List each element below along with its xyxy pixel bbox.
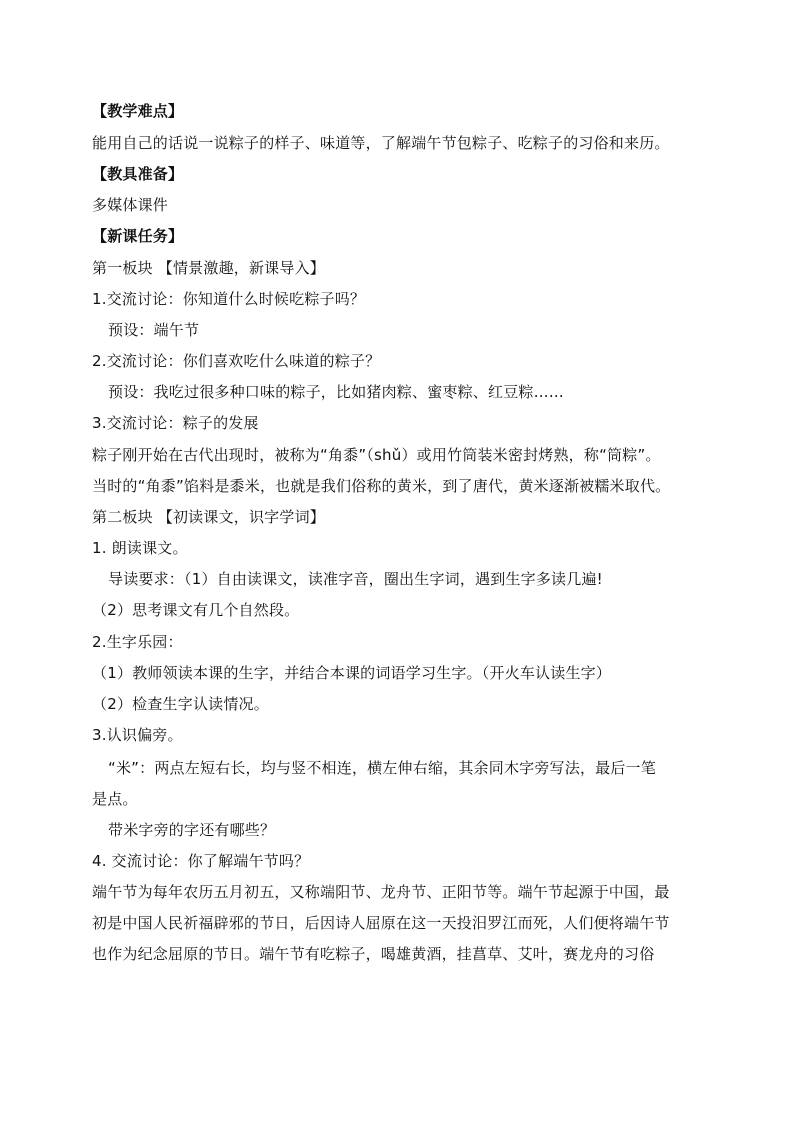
block1-q3: 3.交流讨论：粽子的发展	[92, 414, 259, 432]
block2-radical1: “米”：两点左短右长，均与竖不相连，横左伸右缩，其余同木字旁写法，最后一笔	[108, 759, 656, 777]
block2-q4: 4. 交流讨论：你了解端午节吗？	[92, 852, 310, 870]
block2-s1: （1）教师领读本课的生字，并结合本课的词语学习生字。（开火车认读生字）	[92, 664, 612, 682]
block2-radical3: 带米字旁的字还有哪些？	[108, 821, 276, 839]
block2-req2: （2）思考课文有几个自然段。	[92, 601, 300, 619]
block2-d3: 也作为纪念屈原的节日。端午节有吃粽子，喝雄黄酒，挂菖草、艾叶，赛龙舟的习俗	[92, 945, 655, 963]
block1-title: 第一板块 【情景激趣，新课导入】	[92, 259, 325, 277]
heading-task: 【新课任务】	[92, 227, 184, 245]
block1-a1: 预设：端午节	[108, 321, 200, 339]
block2-radical2: 是点。	[92, 790, 138, 808]
block2-d2: 初是中国人民祈福辟邪的节日，后因诗人屈原在这一天投汨罗江而死，人们便将端午节	[92, 914, 670, 932]
difficulty-text: 能用自己的话说一说粽子的样子、味道等，了解端午节包粽子、吃粽子的习俗和来历。	[92, 134, 670, 152]
block2-d1: 端午节为每年农历五月初五，又称端阳节、龙舟节、正阳节等。端午节起源于中国，最	[92, 883, 670, 901]
block2-q1: 1. 朗读课文。	[92, 539, 188, 557]
block1-p2: 当时的“角黍”馅料是黍米，也就是我们俗称的黄米，到了唐代，黄米逐渐被糯米取代。	[92, 477, 671, 495]
block2-title: 第二板块 【初读课文，识字学词】	[92, 508, 325, 526]
block2-req: 导读要求：（1）自由读课文，读准字音，圈出生字词，遇到生字多读几遍!	[108, 570, 603, 588]
block1-p1: 粽子刚开始在古代出现时，被称为“角黍”（shǔ）或用竹筒装米密封烤熟，称“筒粽”。	[92, 446, 661, 464]
heading-difficulty: 【教学难点】	[92, 102, 184, 120]
block2-s2: （2）检查生字认读情况。	[92, 695, 269, 713]
block1-q2: 2.交流讨论：你们喜欢吃什么味道的粽子？	[92, 352, 381, 370]
heading-tools: 【教具准备】	[92, 165, 184, 183]
block1-q1: 1.交流讨论：你知道什么时候吃粽子吗？	[92, 290, 366, 308]
tools-text: 多媒体课件	[92, 196, 169, 214]
block1-a2: 预设：我吃过很多种口味的粽子，比如猪肉粽、蜜枣粽、红豆粽……	[108, 383, 565, 401]
block2-q2: 2.生字乐园：	[92, 633, 183, 651]
block2-q3: 3.认识偏旁。	[92, 726, 183, 744]
